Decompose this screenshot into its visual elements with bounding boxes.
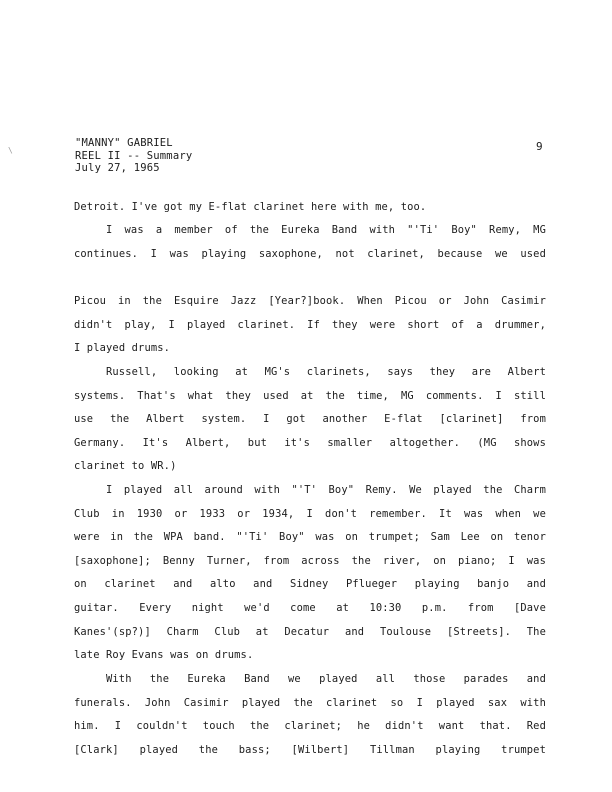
text-line: on clarinet and alto and Sidney Pflueger playing banjo and [74,578,546,590]
text-line: didn't play, I played clarinet. If they were short of a drummer, [74,319,546,331]
text-line: clarinet to WR.) [74,460,177,472]
header-date: July 27, 1965 [75,162,160,174]
text-line: I played all around with "'T' Boy" Remy. We played the Charm [106,484,546,496]
text-line: use the Albert system. I got another E-flat [clarinet] from [74,413,546,425]
page-number: 9 [536,140,543,153]
header-name: "MANNY" GABRIEL [75,137,173,149]
text-line: Picou in the Esquire Jazz [Year?]book. When Picou or John Casimir [74,295,546,307]
text-line: Germany. It's Albert, but it's smaller altogether. (MG shows [74,437,546,449]
text-line: continues. I was playing saxophone, not clarinet, because we used [74,248,546,260]
text-line: Russell, looking at MG's clarinets, says they are Albert [106,366,546,378]
text-line: him. I couldn't touch the clarinet; he didn't want that. Red [74,720,546,732]
text-line: funerals. John Casimir played the clarinet so I played sax with [74,697,546,709]
text-line: late Roy Evans was on drums. [74,649,254,661]
text-line: Detroit. I've got my E-flat clarinet here with me, too. [74,201,427,213]
text-line: [Clark] played the bass; [Wilbert] Tillman playing trumpet [74,744,546,756]
text-line: I played drums. [74,342,171,354]
text-line: were in the WPA band. "'Ti' Boy" was on trumpet; Sam Lee on tenor [74,531,546,543]
text-line: [saxophone]; Benny Turner, from across the river, on piano; I was [74,555,546,567]
text-line: guitar. Every night we'd come at 10:30 p.m. from [Dave [74,602,546,614]
text-line: Kanes'(sp?)] Charm Club at Decatur and Toulouse [Streets]. The [74,626,546,638]
document-header [75,137,192,175]
text-line: With the Eureka Band we played all those parades and [106,673,546,685]
header-reel: REEL II -- Summary [75,149,193,162]
text-line: systems. That's what they used at the time, MG comments. I still [74,390,546,402]
margin-mark: \ [8,146,13,155]
text-line: I was a member of the Eureka Band with "'Ti' Boy" Remy, MG [106,224,546,236]
text-line: Club in 1930 or 1933 or 1934, I don't remember. It was when we [74,508,546,520]
